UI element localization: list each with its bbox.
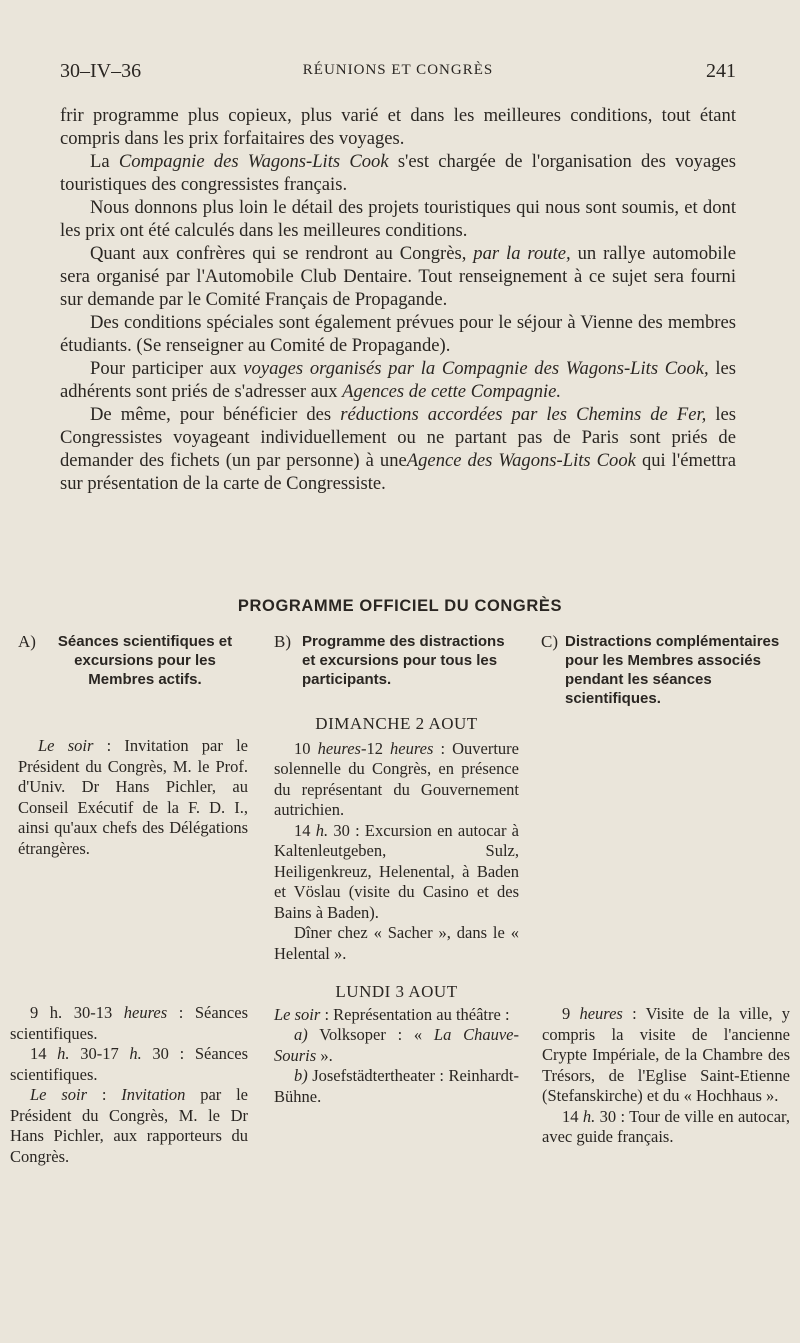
header-date: 30–IV–36 xyxy=(60,60,142,82)
column-c-monday-entries: 9 heures : Visite de la ville, y compris la visite de l'ancienne Crypte Impériale, de la Chambre des Trésors, de l'Eglise Saint-Etienne (Stefanskirche) et du « Hochhaus ». 14 h. 30 : Tour de ville en autocar, avec guide français. xyxy=(542,1004,791,1146)
paragraph: De même, pour bénéficier des réductions accordées par les Chemins de Fer, les Congressistes voyageant individuellement ou ne partant pas de Paris sont priés de demander des fichets (un par personne) à uneAgence des Wagons-Lits Cook qui l'émettra sur présentation de la carte de Congressiste. xyxy=(60,404,736,494)
column-b-sunday-entries: DIMANCHE 2 AOUT 10 heures-12 heures : Ouverture solennelle du Congrès, en présence du représentant du Gouvernement autrichien. 14 h. 30 : Excursion en autocar à Kaltenleutgeben, Sulz, Heiligenkreuz, Helenental, à Baden et Vöslau (visite du Casino et des Bains à Baden). Dîner chez « Sacher », dans le « Helental ». xyxy=(274,714,520,963)
column-a-monday-entries: 9 h. 30-13 heures : Séances scientifiques. 14 h. 30-17 h. 30 : Séances scientifiques. Le soir : Invitation par le Président du Congrès, M. le Dr Hans Pichler, aux rapporteurs du Congrès. xyxy=(10,1003,248,1166)
running-header xyxy=(60,60,736,86)
column-b-heading: B) Programme des distractions et excursions pour tous les participants. xyxy=(274,632,505,688)
paragraph: frir programme plus copieux, plus varié et dans les meilleures conditions, tout étant compris dans les prix forfaitaires des voyages. xyxy=(60,105,736,149)
column-a-evening-entry: Le soir : Invitation par le Président du Congrès, M. le Prof. d'Univ. Dr Hans Pichler, au Conseil Exécutif de la F. D. I., ainsi qu'aux chefs des Délégations étrangères. xyxy=(18,736,248,858)
paragraph: Des conditions spéciales sont également prévues pour le séjour à Vienne des membres étudiants. (Se renseigner au Comité de Propagande). xyxy=(60,312,736,356)
page-number: 241 xyxy=(706,60,736,82)
column-b-monday-entries: LUNDI 3 AOUT Le soir : Représentation au théâtre : a) Volksoper : « La Chauve-Souris ». b) Josefstädtertheater : Reinhardt-Bühne. xyxy=(274,982,519,1106)
paragraph: Pour participer aux voyages organisés par la Compagnie des Wagons-Lits Cook, les adhérents sont priés de s'adresser aux Agences de cette Compagnie. xyxy=(60,358,736,402)
day-heading-sunday: DIMANCHE 2 AOUT xyxy=(315,714,478,733)
header-title: RÉUNIONS ET CONGRÈS xyxy=(302,62,494,78)
column-c-heading: C) Distractions complémentaires pour les Membres associés pendant les séances scientifiques. xyxy=(541,632,780,707)
column-a-heading: A) Séances scientifiques et excursions pour les Membres actifs. xyxy=(18,632,233,688)
paragraph: Nous donnons plus loin le détail des projets touristiques qui nous sont soumis, et dont les prix ont été calculés dans les meilleures conditions. xyxy=(60,197,736,241)
day-heading-monday: LUNDI 3 AOUT xyxy=(335,982,458,1001)
paragraph: La Compagnie des Wagons-Lits Cook s'est chargée de l'organisation des voyages touristiques des congressistes français. xyxy=(60,151,736,195)
body-text xyxy=(60,104,736,495)
paragraph: Quant aux confrères qui se rendront au Congrès, par la route, un rallye automobile sera organisé par l'Automobile Club Dentaire. Tout renseignement à ce sujet sera fourni sur demande par le Comité Français de Propagande. xyxy=(60,243,736,310)
program-title: PROGRAMME OFFICIEL DU CONGRÈS xyxy=(237,597,563,615)
